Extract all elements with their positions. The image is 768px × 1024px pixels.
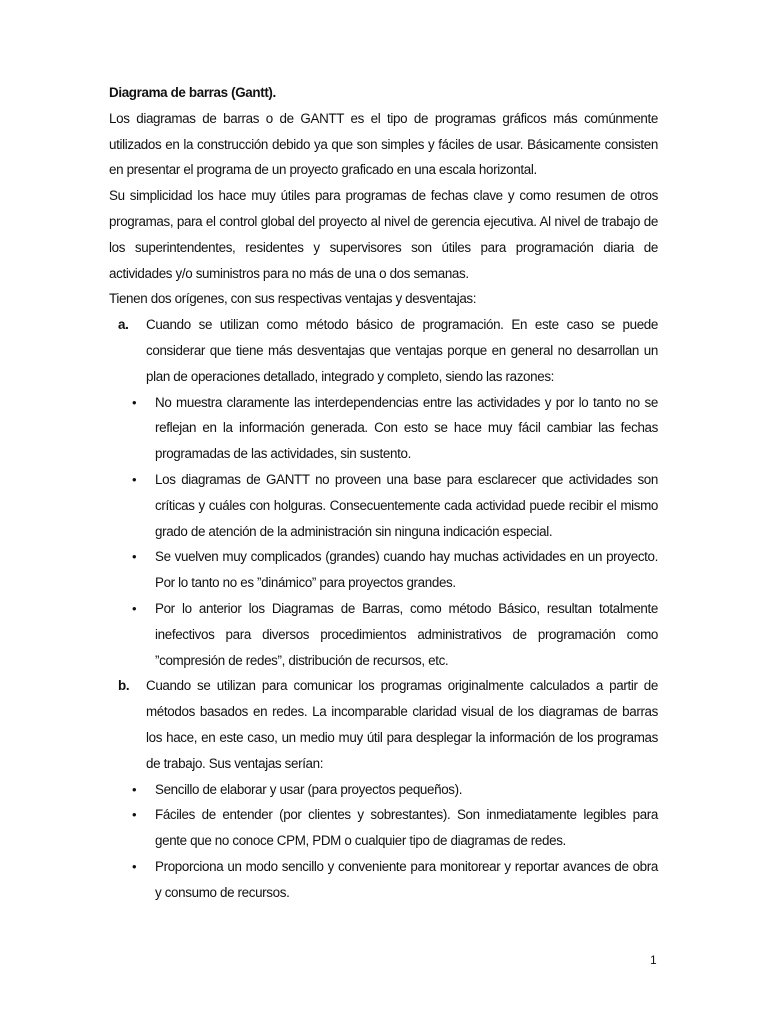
document-title: Diagrama de barras (Gantt).: [109, 85, 276, 100]
bullet-icon: •: [132, 394, 137, 410]
list-item-text: Se vuelven muy complicados (grandes) cuando hay muchas actividades en un proyecto. Por lo tanto no es ”dinámico” para proyectos grandes.: [155, 549, 658, 591]
list-item: [109, 544, 658, 596]
document-page: [109, 80, 658, 906]
paragraph-simplicity: Su simplicidad los hace muy útiles para programas de fechas clave y como resumen de otros programas, para el control global del proyecto al nivel de gerencia ejecutiva. Al nivel de trabajo de los superintendentes, residentes y supervisores son útiles para programación diaria de actividades y/o suministros para no más de una o dos semanas.: [109, 188, 658, 281]
bullet-icon: •: [132, 471, 137, 487]
list-item-text: No muestra claramente las interdependencias entre las actividades y por lo tanto no se reflejan en la información generada. Con esto se hace muy fácil cambiar las fechas programadas de las actividades, sin sustento.: [155, 394, 658, 462]
bullet-icon: •: [132, 807, 137, 823]
list-item: [109, 777, 658, 803]
section-text: Cuando se utilizan como método básico de programación. En este caso se puede considerar que tiene más desventajas que ventajas porque en general no desarrollan un plan de operaciones detallado, integrado y completo, siendo las razones:: [146, 317, 658, 384]
list-item-text: Fáciles de entender (por clientes y sobrestantes). Son inmediatamente legibles para gente que no conoce CPM, PDM o cualquier tipo de diagramas de redes.: [155, 807, 658, 849]
bullet-icon: •: [132, 781, 137, 797]
paragraph-origins: Tienen dos orígenes, con sus respectivas ventajas y desventajas:: [109, 291, 477, 307]
paragraph-intro: Los diagramas de barras o de GANTT es el tipo de programas gráficos más comúnmente utilizados en la construcción debido ya que son simples y fáciles de usar. Básicamente consisten en presentar el programa de un proyecto graficado en una escala horizontal.: [109, 110, 658, 178]
list-item: [109, 802, 658, 854]
list-item-text: Sencillo de elaborar y usar (para proyectos pequeños).: [155, 781, 463, 797]
list-item-text: Proporciona un modo sencillo y conveniente para monitorear y reportar avances de obra y consumo de recursos.: [155, 858, 658, 900]
list-item: [109, 390, 658, 467]
bullet-icon: •: [132, 549, 137, 565]
section-b: [109, 673, 658, 776]
page-number: 1: [650, 953, 657, 967]
section-a: [109, 312, 658, 389]
list-item: [109, 596, 658, 673]
list-item: [109, 467, 658, 544]
bullet-icon: •: [132, 600, 137, 616]
section-text: Cuando se utilizan para comunicar los programas originalmente calculados a partir de métodos basados en redes. La incomparable claridad visual de los diagramas de barras los hace, en este caso, un medio muy útil para desplegar la información de los programas de trabajo. Sus ventajas serían:: [146, 678, 658, 771]
bullet-icon: •: [132, 858, 137, 874]
section-letter: b.: [118, 678, 130, 694]
section-letter: a.: [118, 317, 129, 333]
list-item-text: Los diagramas de GANTT no proveen una base para esclarecer que actividades son críticas y cuáles con holguras. Consecuentemente cada actividad puede recibir el mismo grado de atención de la administración sin ninguna indicación especial.: [155, 471, 658, 539]
list-item: [109, 854, 658, 906]
list-item-text: Por lo anterior los Diagramas de Barras, como método Básico, resultan totalmente inefectivos para diversos procedimientos administrativos de programación como ”compresión de redes”, distribución de recursos, etc.: [155, 600, 658, 668]
